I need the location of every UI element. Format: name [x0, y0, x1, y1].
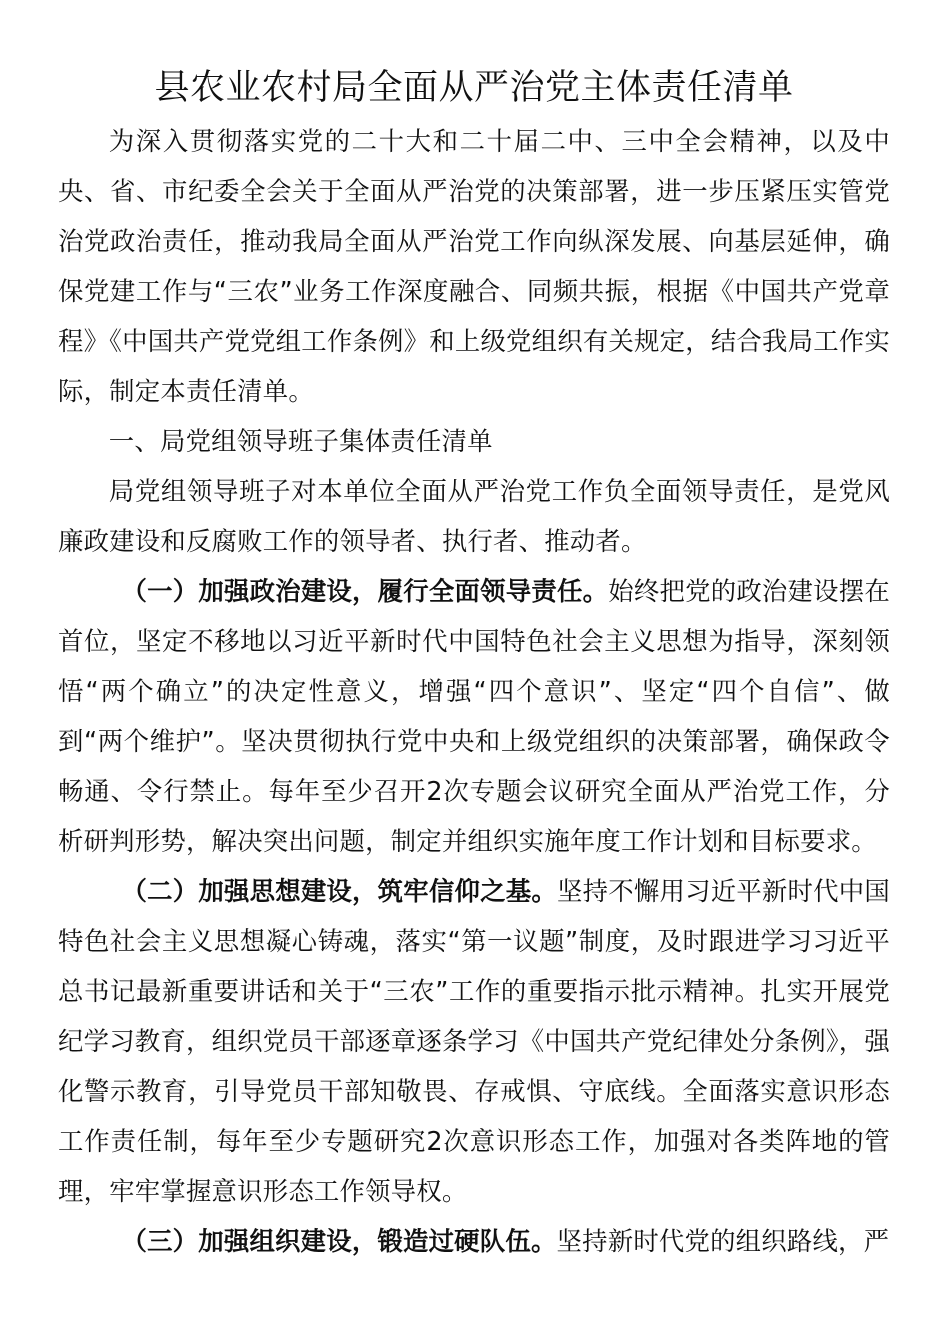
section-1-heading: （一）加强政治建设，履行全面领导责任。 [121, 576, 609, 606]
section-2-heading: （二）加强思想建设，筑牢信仰之基。 [121, 876, 557, 906]
document-page [58, 62, 890, 1266]
part1-heading: 一、局党组领导班子集体责任清单 [108, 426, 493, 456]
section-1 [58, 566, 890, 866]
section-1-body: 始终把党的政治建设摆在首位，坚定不移地以习近平新时代中国特色社会主义思想为指导，深刻领悟“两个确立”的决定性意义，增强“四个意识”、坚定“四个自信”、做到“两个维护”。坚决贯彻执行党中央和上级党组织的决策部署，确保政令畅通、令行禁止。每年至少召开2次专题会议研究全面从严治党工作，分析研判形势，解决突出问题，制定并组织实施年度工作计划和目标要求。 [58, 576, 890, 856]
section-2-body: 坚持不懈用习近平新时代中国特色社会主义思想凝心铸魂，落实“第一议题”制度，及时跟进学习习近平总书记最新重要讲话和关于“三农”工作的重要指示批示精神。扎实开展党纪学习教育，组织党员干部逐章逐条学习《中国共产党纪律处分条例》，强化警示教育，引导党员干部知敬畏、存戒惧、守底线。全面落实意识形态工作责任制，每年至少专题研究2次意识形态工作，加强对各类阵地的管理，牢牢掌握意识形态工作领导权。 [58, 876, 890, 1206]
section-3-body: 坚持新时代党的组织路线，严 [556, 1226, 890, 1256]
intro-paragraph: 为深入贯彻落实党的二十大和二十届二中、三中全会精神，以及中央、省、市纪委全会关于全面从严治党的决策部署，进一步压紧压实管党治党政治责任，推动我局全面从严治党工作向纵深发展、向基层延伸，确保党建工作与“三农”业务工作深度融合、同频共振，根据《中国共产党章程》《中国共产党党组工作条例》和上级党组织有关规定，结合我局工作实际，制定本责任清单。 [58, 126, 890, 406]
section-2 [58, 866, 890, 1216]
part1-intro-paragraph: 局党组领导班子对本单位全面从严治党工作负全面领导责任，是党风廉政建设和反腐败工作的领导者、执行者、推动者。 [58, 476, 890, 556]
document-title: 县农业农村局全面从严治党主体责任清单 [154, 68, 794, 108]
section-3-heading: （三）加强组织建设，锻造过硬队伍。 [121, 1226, 557, 1256]
section-3 [58, 1216, 890, 1266]
